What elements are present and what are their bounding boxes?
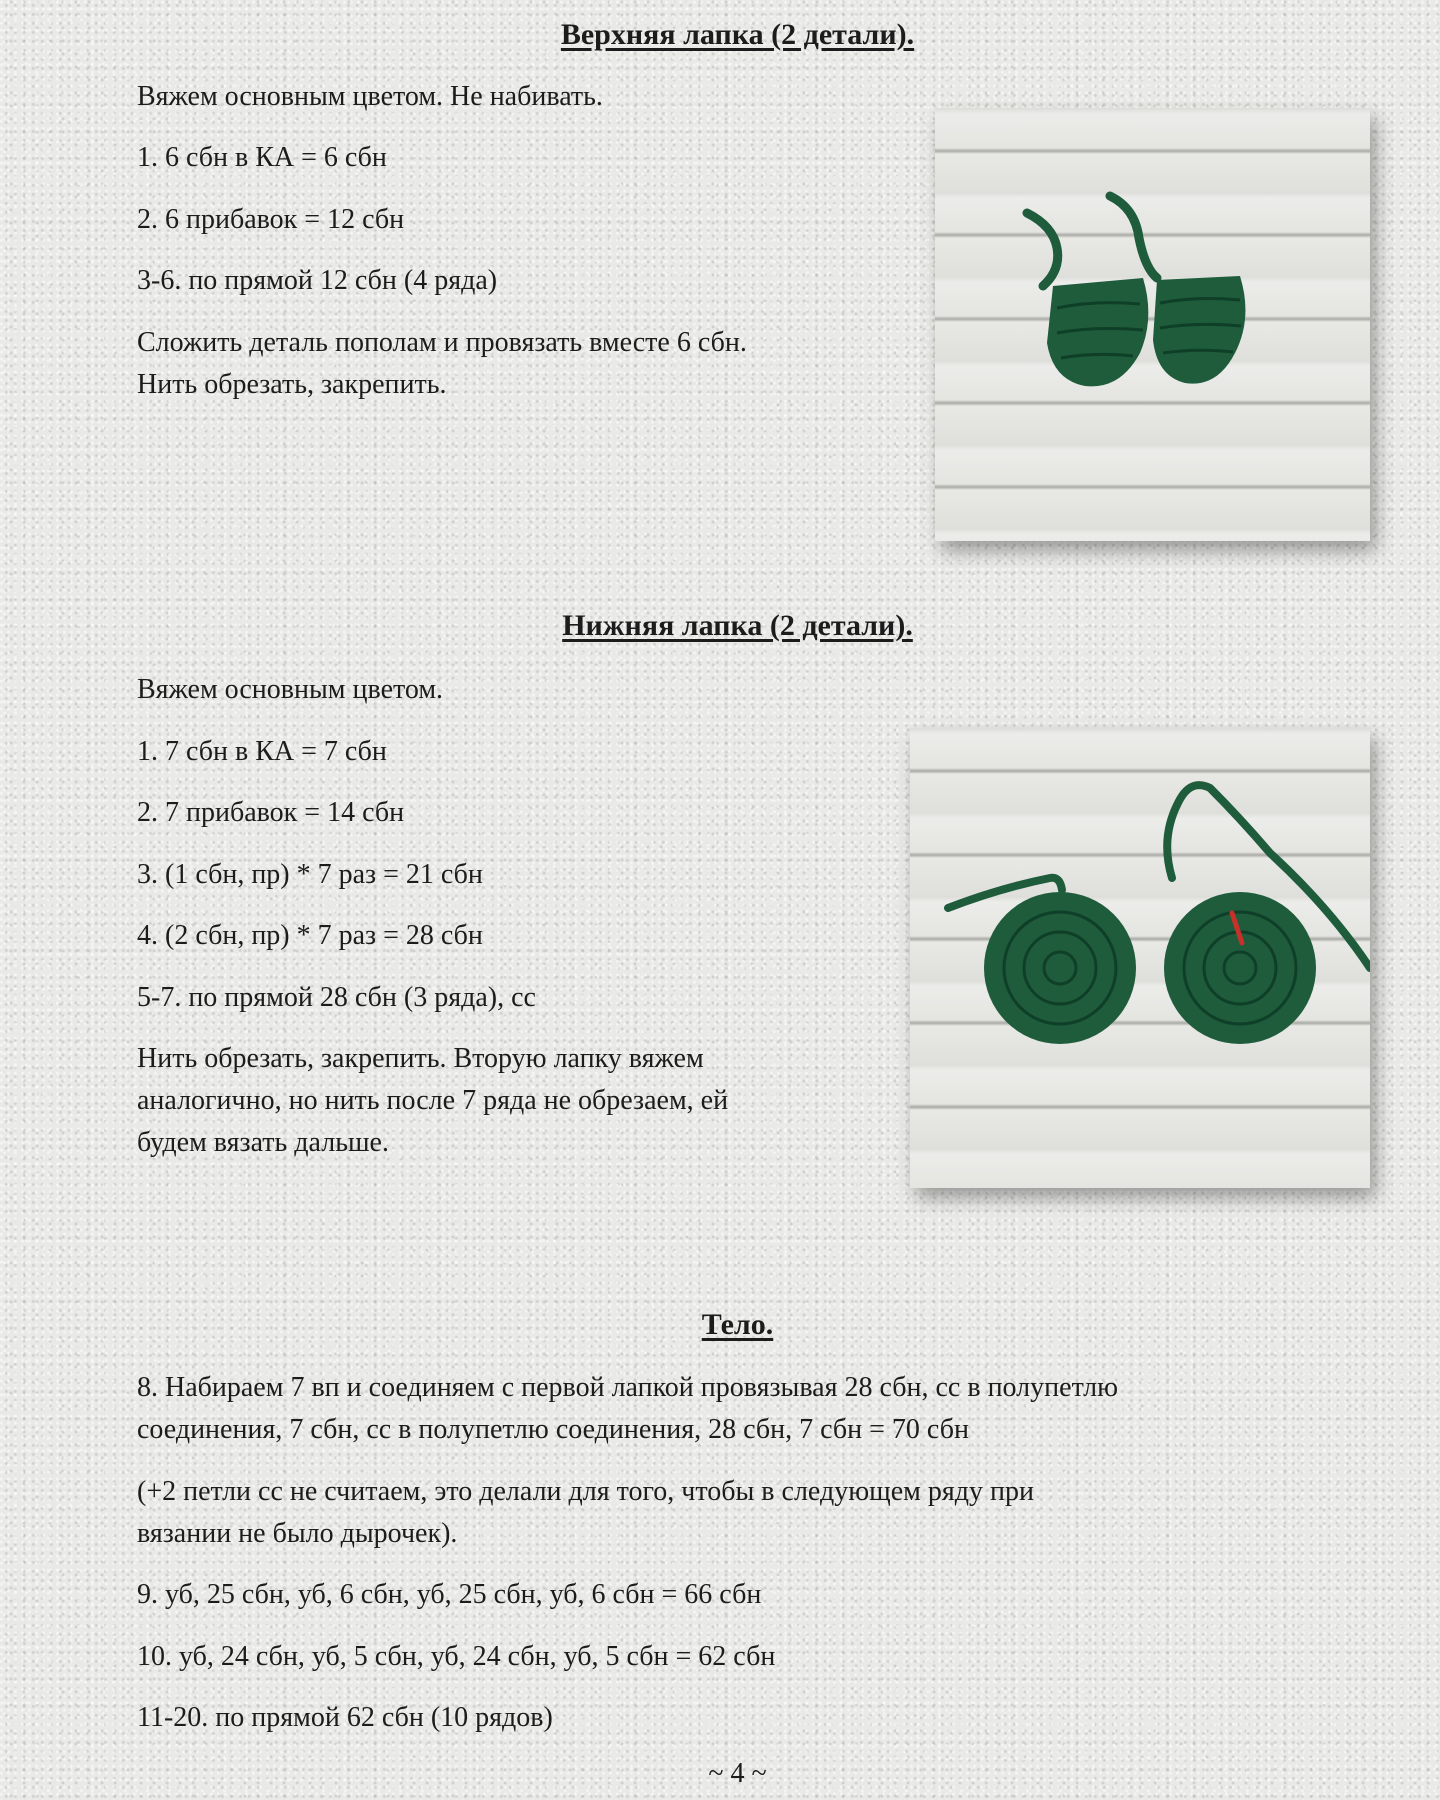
- lower-paw-line-3: 2. 7 прибавок = 14 сбн: [137, 797, 405, 828]
- page-number: ~ 4 ~: [708, 1758, 767, 1789]
- lower-paw-line-4: 3. (1 сбн, пр) * 7 раз = 21 сбн: [137, 859, 483, 890]
- lower-paw-line-6: 5-7. по прямой 28 сбн (3 ряда), сс: [137, 982, 536, 1013]
- upper-paw-line-6: Нить обрезать, закрепить.: [137, 369, 447, 400]
- lower-paw-line-9: будем вязать дальше.: [137, 1127, 389, 1158]
- lower-paw-line-7: Нить обрезать, закрепить. Вторую лапку вяжем: [137, 1043, 704, 1074]
- lower-paw-line-5: 4. (2 сбн, пр) * 7 раз = 28 сбн: [137, 920, 483, 951]
- lower-paw-photo: [910, 728, 1370, 1188]
- body-line-5: 9. уб, 25 сбн, уб, 6 сбн, уб, 25 сбн, уб, 6 сбн = 66 сбн: [137, 1579, 762, 1610]
- upper-paw-line-5: Сложить деталь пополам и провязать вместе 6 сбн.: [137, 327, 747, 358]
- lower-paw-left: [984, 892, 1136, 1044]
- upper-paw-line-4: 3-6. по прямой 12 сбн (4 ряда): [137, 265, 498, 296]
- upper-paw-line-3: 2. 6 прибавок = 12 сбн: [137, 204, 405, 235]
- lower-paw-line-8: аналогично, но нить после 7 ряда не обрезаем, ей: [137, 1085, 729, 1116]
- body-line-1: 8. Набираем 7 вп и соединяем с первой лапкой провязывая 28 сбн, сс в полупетлю: [137, 1372, 1118, 1403]
- body-line-2: соединения, 7 сбн, сс в полупетлю соединения, 28 сбн, 7 сбн = 70 сбн: [137, 1414, 969, 1445]
- upper-paw-line-2: 1. 6 сбн в КА = 6 сбн: [137, 142, 387, 173]
- body-line-7: 11-20. по прямой 62 сбн (10 рядов): [137, 1702, 553, 1733]
- lower-paw-line-1: Вяжем основным цветом.: [137, 674, 444, 705]
- section-title-body: Тело.: [701, 1308, 774, 1341]
- yarn-tail-left: [1027, 213, 1058, 286]
- lower-paw-line-2: 1. 7 сбн в КА = 7 сбн: [137, 736, 387, 767]
- upper-paw-photo: [935, 108, 1370, 541]
- section-title-lower-paw: Нижняя лапка (2 детали).: [562, 609, 913, 642]
- upper-paw-line-1: Вяжем основным цветом. Не набивать.: [137, 81, 603, 112]
- body-line-4: вязании не было дырочек).: [137, 1518, 458, 1549]
- section-title-upper-paw: Верхняя лапка (2 детали).: [560, 18, 915, 51]
- lower-paw-right: [1164, 892, 1316, 1044]
- yarn-tail-right: [1110, 196, 1157, 278]
- upper-paw-right: [1153, 276, 1245, 384]
- body-line-6: 10. уб, 24 сбн, уб, 5 сбн, уб, 24 сбн, уб, 5 сбн = 62 сбн: [137, 1641, 776, 1672]
- body-line-3: (+2 петли сс не считаем, это делали для того, чтобы в следующем ряду при: [137, 1476, 1034, 1507]
